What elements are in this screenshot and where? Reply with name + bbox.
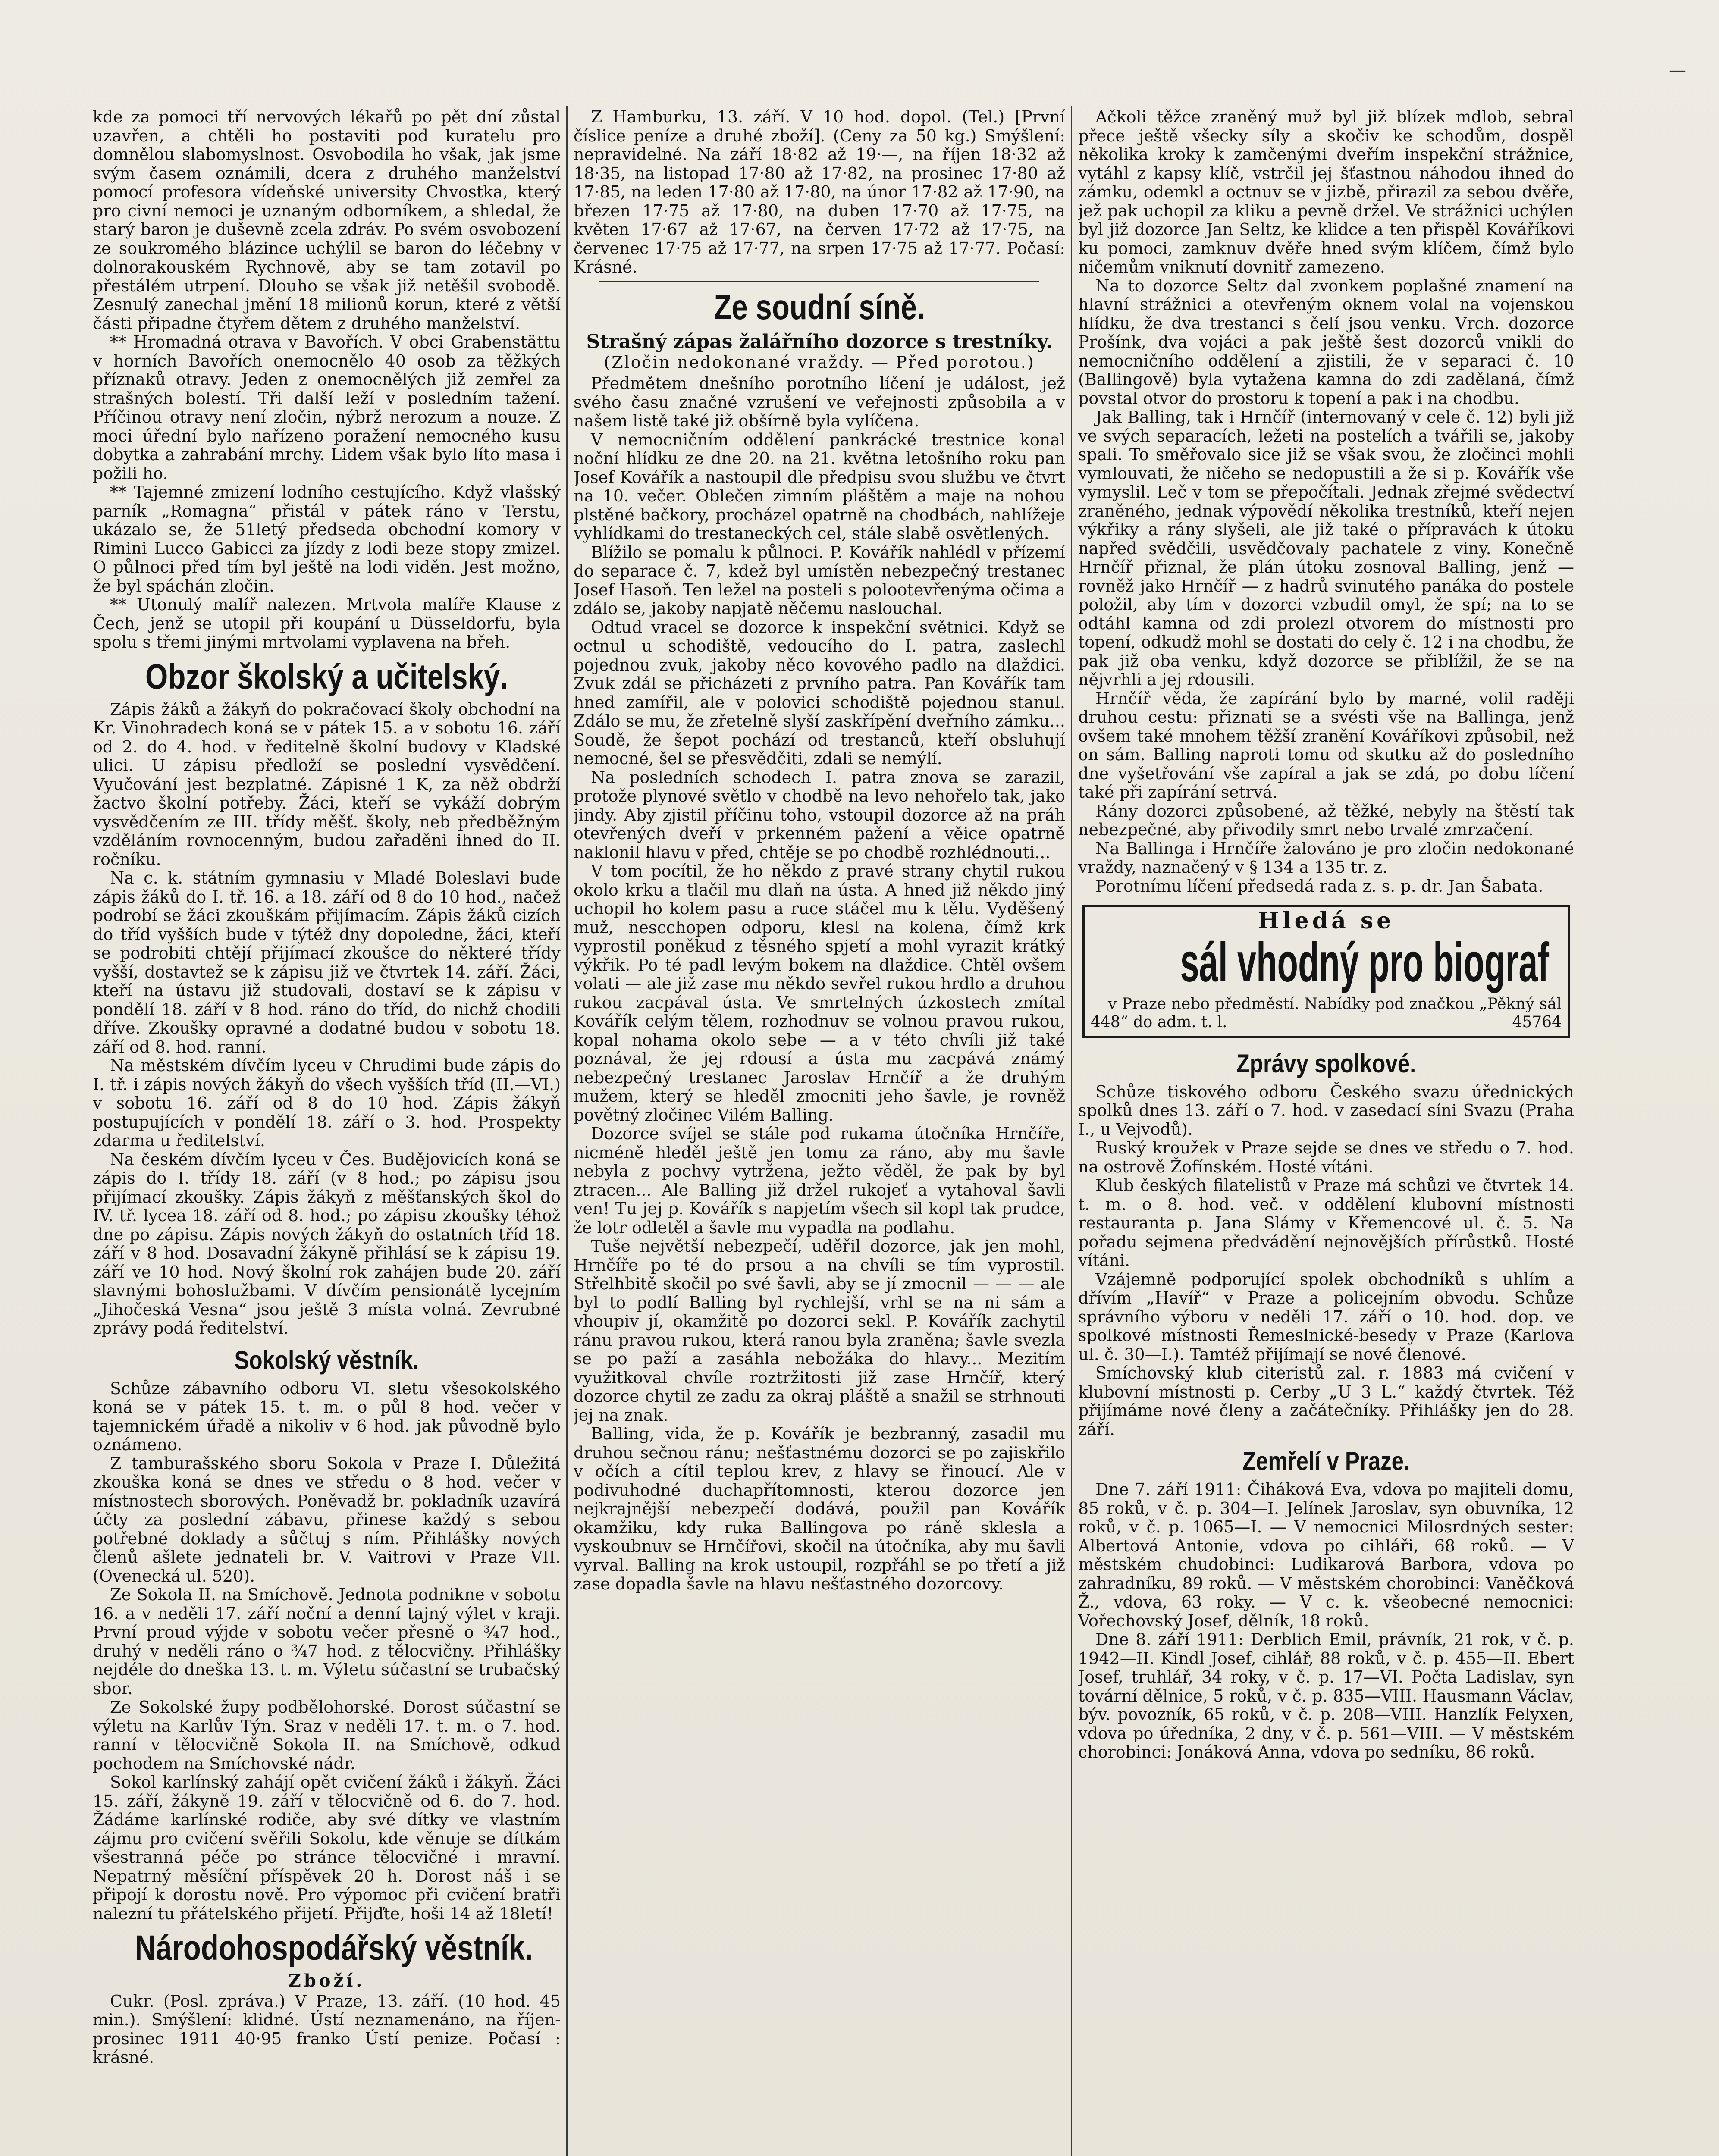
court-continued-paragraph: Jak Balling, tak i Hrnčíř (internovaný v cele č. 12) byli již ve svých separacích, ležeti na postelích a tvářili se, jakoby spali. To směřovalo sice již se však svou, že zločinci mohli vymlouvati, že ničeho se nedopustili a že si p. Kovářík vše vymyslil. Leč v tom se přepočítali. Jednak zřejmé svědectví zraněného, jednak výpovědí několika trestníků, kteří nejen výkřiky a rány slyšeli, ale již také o přípravách k útoku napřed svědčili, usvědčovaly pachatele z viny. Konečně Hrnčíř přiznal, že plán útoku zosnoval Balling, jenž — rovněž jako Hrnčíř — z hadrů svinutého panáka do postele položil, aby tím v dozorci vzbudil omyl, že spí; na to se odtáhl kamna od zdi prolezl otvorem do místnosti pro topení, odkudž mohl se dostati do cely č. 12 i na chodbu, že pak již oba venku, když dozorce se přiblížil, že se na nějvrhli a jej rdousili. [1078, 407, 1574, 689]
school-section-heading: Obzor školský a učitelský. [145, 657, 508, 696]
club-paragraph: Vzájemně podporující spolek obchodníků s uhlím a dřívím „Havíř“ v Praze a policejním obvodu. Schůze správního výboru v neděli 17. září o 10. hod. dop. ve spolkové místnosti Řemeslnické-besedy v Praze (Karlova ul. č. 30—I.). Tamtéž přijímají se nové členové. [1078, 1269, 1574, 1364]
court-paragraph: Dozorce svíjel se stále pod rukama útočníka Hrnčíře, nicméně hleděl ještě jen tomu za ráno, aby mu šavle nebyla z pochvy vytržena, ježto věděl, že pak by byl ztracen... Ale Balling již držel rukojeť a vytahoval šavli ven! Tu jej p. Kovářík s napjetím všech sil kopl tak prudce, že lotr odletěl a šavle mu vypadla na podlahu. [574, 1124, 1065, 1237]
club-paragraph: Smíchovský klub citeristů zal. r. 1883 má cvičení v klubovní místnosti p. Cerby „U 3 L.“ každý čtvrtek. Též přijímáme nové členy a začátečníky. Přihlášky jen do 28. září. [1078, 1363, 1574, 1439]
section-divider [599, 281, 1039, 282]
news-paragraph: ** Utonulý malíř nalezen. Mrtvola malíře Klause z Čech, jenž se utopil při koupání u Düsseldorfu, byla spolu s třemi jinými mrtvolami vyplavena na břeh. [93, 595, 561, 652]
court-section-heading: Ze soudní síně. [714, 287, 925, 327]
sokol-paragraph: Schůze zábavního odboru VI. sletu všesokolského koná se v pátek 15. t. m. o půl 8 hod. večer v tajemnickém úřadě a nikoliv v 6 hod. jak původně bylo oznámeno. [93, 1379, 561, 1454]
court-continued-paragraph: Ačkoli těžce zraněný muž byl již blízek mdlob, sebral přece ještě všecky síly a skočiv ke schodům, dospěl několika kroky k zamčenými dveřím inspekční strážnice, vytáhl z kapsy klíč, vstrčil jej šťastnou náhodou ihned do zámku, odemkl a octnuv se v jizbě, přirazil za sebou dvěře, jež pak uchopil za kliku a pevně držel. Ve strážnici uchýlen byl již dozorce Jan Seltz, ke klidce a ten přispěl Kováříkovi ku pomoci, zamknuv dvěře hned svým klíčem, čímž bylo ničemům vniknutí dovnitř zamezeno. [1078, 108, 1574, 276]
ad-body: v Praze nebo předměstí. Nabídky pod značkou „Pěkný sál 448“ do adm. t. l. [1091, 995, 1562, 1031]
court-paragraph: Na posledních schodech I. patra znova se zarazil, protože plynové světlo v chodbě na levo nehořelo tak, jako jindy. Aby zjistil příčinu toho, vstoupil dozorce až na práh otevřených dveří v prkenném pažení a věice opatrně naklonil hlavu v před, chtěje se po chodbě rozhlédnouti... [574, 768, 1065, 862]
court-continued-paragraph: Na Ballinga i Hrnčíře žalováno je pro zločin nedokonané vraždy, naznačený v § 134 a 135 tr. z. [1078, 839, 1574, 877]
ad-text [1091, 995, 1562, 1031]
ad-title: Hledá se [1258, 908, 1395, 934]
club-paragraph: Ruský kroužek v Praze sejde se dnes ve středu o 7. hod. na ostrově Žofínském. Hosté vítáni. [1078, 1138, 1574, 1176]
court-paragraph: V tom pocítil, že ho někdo z pravé strany chytil rukou okolo krku a tlačil mu dlaň na ústa. A hned již někdo jiný uchopil ho kolem pasu a ruce stáčel mu k tělu. Vyděšený muž, nescchopen odporu, klesl na kolena, čímž krk vyprostil poněkud z těsného spjetí a mohl vyrazit krátký výkřik. Po té padl levým bokem na dlaždice. Chtěl ovšem volati — ale již zase mu někdo sevřel rukou hrdlo a druhou rukou zacpával ústa. Ve smrtelných úzkostech zmítal Kovářík celým tělem, rozhodnuv se volnou pravou rukou, kopal nohama okolo sebe — a v této chvíli již také poznával, že jej rdousí a ústa mu zacpává známý nebezpečný trestanec Jaroslav Hrnčíř a že druhým mužem, který se hleděl zmocniti jeho šavle, je rovněž povětný zločinec Vilém Balling. [574, 862, 1065, 1125]
court-paragraph: Tuše největší nebezpečí, uděřil dozorce, jak jen mohl, Hrnčíře po té do prsou a na chvíli se tím vyprostil. Střelhbitě skočil po své šavli, aby se jí zmocnil — — — ale byl to podlí Balling byl rychlejší, vrhl se na ni sám a vhoupiv jí, okamžitě po dozorci sekl. P. Kovářík zachytil ránu pravou rukou, která ranou byla zraněna; šavle svezla se po paží a zasáhla nebožáka do hlavy... Mezitím využitkoval chvíle roztržitosti již zase Hrnčíř, který dozorce chytil ze zadu za okraj pláště a snažil se strhnouti jej na znak. [574, 1237, 1065, 1425]
column-2 [574, 108, 1065, 2156]
sokol-paragraph: Sokol karlínský zahájí opět cvičení žáků i žákyň. Žáci 15. září, žákyně 19. září v tělocvičně od 6. do 7. hod. Žádáme karlínské rodiče, aby své dítky ve vlastním zájmu pro cvičení svěřili Sokolu, kde věnuje se dítkám všestranná péče po stránce tělocvičné i mravní. Nepatrný měsíční příspěvek 20 h. Dorost náš i se připojí k dorostu nově. Pro výpomoc při cvičení bratři nalezní tu přátelského přijetí. Přijďte, hoši 14 až 18letí! [93, 1773, 561, 1923]
ad-headline: sál vhodný pro biograf [1180, 931, 1549, 993]
column-3 [1078, 108, 1574, 2156]
clubs-section-heading: Zprávy spolkové. [1236, 1049, 1416, 1078]
column-rule-1 [566, 106, 568, 2156]
ad-reference: 45764 [1512, 1013, 1562, 1031]
court-article-subtitle: (Zločin nedokonané vraždy. — Před porotou.) [604, 352, 1035, 372]
deaths-paragraph: Dne 8. září 1911: Derblich Emil, právník, 21 rok, v č. p. 1942—II. Kindl Josef, cihlář, 88 roků, v č. p. 455—II. Ebert Josef, truhlář, 34 roky, v č. p. 17—VI. Počta Ladislav, syn tovární dělnice, 5 roků, v č. p. 835—VIII. Hausmann Václav, býv. povozník, 65 roků, v č. p. 208—VIII. Hanzlík Felyxen, vdova po úředníka, 2 dny, v č. p. 561—VIII. — V městském chorobinci: Jonáková Anna, vdova po sedníku, 86 roků. [1078, 1630, 1574, 1761]
court-continued-paragraph: Hrnčíř věda, že zapírání bylo by marné, volil raději druhou cestu: přiznati se a svésti vše na Ballinga, jenž ovšem také mnohem těžší zranění Kováříkovi způsobil, než on sám. Balling naproti tomu od skutku až do posledního dne vyšetřování vše zapíral a jak se zdá, po dobu líčení také při zapírání setrvá. [1078, 689, 1574, 802]
news-paragraph: ** Tajemné zmizení lodního cestujícího. Když vlašský parník „Romagna“ přistál v pátek ráno v Terstu, ukázalo se, že 51letý předseda obchodní komory v Rimini Lucco Gabicci za jízdy z lodi beze stopy zmizel. O půlnoci před tím byl ještě na lodi viděn. Jest možno, že byl spáchán zločin. [93, 483, 561, 595]
court-paragraph: Blížilo se pomalu k půlnoci. P. Kovářík nahlédl v přízemí do separace č. 7, kdež byl umístěn nebezpečný trestanec Josef Hasoň. Ten ležel na posteli s polootevřenýma očima a zdálo se, jakoby napjatě něčemu naslouchal. [574, 542, 1065, 618]
school-paragraph: Zápis žáků a žákyň do pokračovací školy obchodní na Kr. Vinohradech koná se v pátek 15. a v sobotu 16. září od 2. do 4. hod. v ředitelně školní budovy v Kladské ulici. U zápisu předloží se poslední vysvědčení. Vyučování jest bezplatné. Zápisné 1 K, za něž obdrží žactvo školní potřeby. Žáci, kteří se vykáží dobrým vysvědčením ze III. třídy měšť. školy, neb předběžným vzděláním rovnocenným, budou zařaděni ihned do II. ročníku. [93, 699, 561, 869]
column-rule-2 [1071, 106, 1072, 2156]
court-paragraph: Odtud vracel se dozorce k inspekční světnici. Když se octnul u schodiště, vedoucího do I. patra, zaslechl pojednou zvuk, jakoby něco kovového padlo na dlaždici. Zvuk zdál se přicházeti z prvního patra. Pan Kovářík tam hned zamířil, ale v polovici schodiště pojednou stanul. Zdálo se mu, že zřetelně slyší zaskřípění dveřního zámku... Soudě, že šepot pochází od trestanců, kteří obsluhují nemocné, šel se přesvědčiti, zdali se nemýlí. [574, 617, 1065, 768]
economy-section-heading: Národohospodářský věstník. [135, 1928, 533, 1968]
news-paragraph: ** Hromadná otrava v Bavořích. V obci Grabenstättu v horních Bavořích onemocnělo 40 osob za těžkých příznaků otravy. Jeden z onemocnělých již zemřel za strašných bolestí. Tři další leží v posledním tažení. Příčinou otravy není zločin, nýbrž nerozum a nouze. Z moci úřední bylo nařízeno poražení nemocného kusu dobytka a zahrabání mrchy. Lidem však bylo líto masa i požili ho. [93, 332, 561, 483]
court-continued-paragraph: Rány dozorci způsobené, až těžké, nebyly na štěstí tak nebezpečné, aby přivodily smrt nebo trvalé zmrzačení. [1078, 801, 1574, 839]
biograf-hall-ad [1082, 905, 1570, 1038]
column-1 [93, 108, 561, 2156]
economy-paragraph: Cukr. (Posl. zpráva.) V Praze, 13. září. (10 hod. 45 min.). Smýšlení: klidné. Ústí neznamenáno, na říjen-prosinec 1911 40·95 franko Ústí penize. Počasí : krásné. [93, 1991, 561, 2067]
deaths-section-heading: Zemřelí v Praze. [1242, 1447, 1410, 1476]
court-continued-paragraph: Na to dozorce Seltz dal zvonkem poplašné znamení na hlavní strážnici a otevřeným oknem volal na vojenskou hlídku, že dva trestanci s čelí jsou venku. Vrch. dozorce Prošínk, dva vojáci a pak ještě šest dozorců vnikli do nemocničního oddělení a zjistili, že v separaci č. 10 (Ballingově) byla vytažena kamna do zdi zadělaná, čímž povstal otvor do prostoru k topení a pak i na chodbu. [1078, 276, 1574, 408]
court-paragraph: Balling, vida, že p. Kovářík je bezbranný, zasadil mu druhou sečnou ránu; nešťastnému dozorci se po zajiskřilo v očích a cítil teplou krev, z hlavy se řinoucí. Ale v podivuhodné duchapřítomnosti, kterou dozorce jen nejkrajnější nebezpečí dodává, použil pan Kovářík okamžiku, kdy ruka Ballingova po ráně sklesla a vyskoubnuv se Hrnčířovi, skočil na útočníka, aby mu šavli vyrval. Balling na krok ustoupil, rozpřáhl se po třetí a již zase dopadla šavle na hlavu nešťastného dozorcovy. [574, 1424, 1065, 1593]
news-paragraph: kde za pomoci tří nervových lékařů po pět dní zůstal uzavřen, a chtěli ho postaviti pod kuratelu pro domnělou slabomyslnost. Osvobodila ho však, jak jsme svým časem oznámili, dcera z druhého manželství pomocí profesora vídeňské university Chvostka, který pro civní nemoci je uznaným odborníkem, a shledal, že starý baron je duševně zcela zdráv. Po svém osvobození ze soukromého blázince uchýlil se baron do léčebny v dolnorakouském Rychnově, aby se tam zotavil po přestálém utrpení. Dlouho se však již netěšil svobodě. Zesnulý zanechal jmění 18 milionů korun, které z větší části připadne čtyřem dětem z druhého manželství. [93, 108, 561, 333]
school-paragraph: Na c. k. státním gymnasiu v Mladé Boleslavi bude zápis žáků do I. tř. 16. a 18. září od 8 do 10 hod., načež podrobí se žáci zkouškám přijímacím. Zápis žáků cizích do tříd vyšších bude v týtéž dny dopoledne, žáci, kteří se podrobiti chtějí přijímací zkoušce do některé třídy vyšší, dostavtež se k zápisu již ve čtvrtek 14. září. Žáci, kteří na ústavu již studovali, dostaví se k zápisu v pondělí 18. září v 8 hod. ráno do tříd, do nichž chodili dříve. Zkoušky opravné a dodatné budou v sobotu 18. září od 8. hod. ranní. [93, 868, 561, 1056]
hamburg-market-report: Z Hamburku, 13. září. V 10 hod. dopol. (Tel.) [První číslice peníze a druhé zboží]. (Ceny za 50 kg.) Smýšlení: nepravidelné. Na září 18·82 až 19·—, na říjen 18·32 až 18·35, na listopad 17·80 až 17·82, na prosinec 17·80 až 17·85, na leden 17·80 až 17·80, na únor 17·82 až 17·90, na březen 17·75 až 17·80, na duben 17·70 až 17·75, na květen 17·67 až 17·67, na červen 17·72 až 17·75, na červenec 17·75 až 17·77, na srpen 17·75 až 17·77. Počasí: Krásné. [574, 108, 1065, 276]
sokol-paragraph: Z tamburašského sboru Sokola v Praze I. Důležitá zkouška koná se dnes ve středu o 8 hod. večer v místnostech sborových. Poněvadž br. pokladník uzavírá účty za poslední zábavu, přinese každý s sebou potřebné doklady a sůčtuj s ním. Přihlášky nových členů ašlete jednateli br. V. Vaitrovi v Praze VII. (Ovenecká ul. 520). [93, 1454, 561, 1586]
sokol-paragraph: Ze Sokolské župy podbělohorské. Dorost súčastní se výletu na Karlův Týn. Sraz v neděli 17. t. m. o 7. hod. ranní v tělocvičně Sokola II. na Smíchově, odkud pochodem na Smíchovské nádr. [93, 1698, 561, 1773]
page-marker: — [1669, 60, 1686, 80]
club-paragraph: Klub českých filatelistů v Praze má schůzi ve čtvrtek 14. t. m. o 8. hod. več. v oddělení klubovní místnosti restauranta p. Jana Slámy v Křemencové ul. č. 5. Na pořadu sejmena předvádění nejnovějších přírůstků. Hosté vítáni. [1078, 1176, 1574, 1270]
court-continued-paragraph: Porotnímu líčení předsedá rada z. s. p. dr. Jan Šabata. [1095, 876, 1543, 896]
deaths-paragraph: Dne 7. září 1911: Čiháková Eva, vdova po majiteli domu, 85 roků, v č. p. 304—I. Jelínek Jaroslav, syn obuvníka, 12 roků, v č. p. 1065—I. — V nemocnici Milosrdných sester: Albertová Antonie, vdova po cihláři, 68 roků. — V městském chudobinci: Ludikarová Barbora, vdova po zahradníku, 89 roků. — V městském chorobinci: Vaněčková Ž., vdova, 63 roky. — V c. k. všeobecné nemocnici: Vořechovský Josef, dělník, 18 roků. [1078, 1480, 1574, 1630]
school-paragraph: Na českém dívčím lyceu v Čes. Budějovicích koná se zápis do I. třídy 18. září (v 8 hod.; po zápisu jsou přijímací zkoušky. Zápis žákyň z měšťanských škol do IV. tř. lycea 18. září od 8. hod.; po zápisu zkoušky téhož dne po zápisu. Zápis nových žákyň do ostatních tříd 18. září v 8 hod. Dosavadní žákyně přihlásí se k zápisu 19. září ve 10 hod. Nový školní rok zahájen bude 20. září slavnými bohoslužbami. V dívčím pensionátě lycejním „Jihočeská Vesna“ jsou ještě 3 místa volná. Zevrubné zprávy podá ředitelství. [93, 1150, 561, 1338]
school-paragraph: Na městském dívčím lyceu v Chrudimi bude zápis do I. tř. i zápis nových žákyň do všech vyšších tříd (II.—VI.) v sobotu 16. září od 8 do 10 hod. Zápis žákyň postupujících v pondělí 18. září o 3. hod. Prospekty zdarma u ředitelství. [93, 1056, 561, 1150]
club-paragraph: Schůze tiskového odboru Českého svazu úřednických spolků dnes 13. září o 7. hod. v zasedací síni Svazu (Praha I., u Vejvodů). [1078, 1082, 1574, 1139]
court-paragraph: Předmětem dnešního porotního líčení je událost, jež svého času značné vzrušení ve veřejnosti způsobila a v našem listě také již obšírně byla vylíčena. [574, 374, 1065, 430]
court-article-title: Strašný zápas žalářního dozorce s trestníky. [586, 330, 1053, 353]
court-paragraph: V nemocničním oddělení pankrácké trestnice konal noční hlídku ze dne 20. na 21. května letošního roku pan Josef Kovářík a nastoupil dle předpisu svou službu ve čtvrt na 10. večer. Oblečen zimním pláštěm a maje na nohou plstěné bačkory, procházel opatrně na chodbách, nahlížeje vyhlídkami do trestaneckých cel, stále slabě osvětlených. [574, 430, 1065, 543]
economy-subheading: Zboží. [288, 1971, 365, 1991]
sokol-section-heading: Sokolský věstník. [234, 1345, 419, 1375]
sokol-paragraph: Ze Sokola II. na Smíchově. Jednota podnikne v sobotu 16. a v neděli 17. září noční a denní tajný výlet v kraji. První proud výjde v sobotu večer přesně o ¾7 hod., druhý v neděli ráno o ¾7 hod. z tělocvičny. Přihlášky nejdéle do dneška 13. t. m. Výletu súčastní se trubačský sbor. [93, 1585, 561, 1698]
